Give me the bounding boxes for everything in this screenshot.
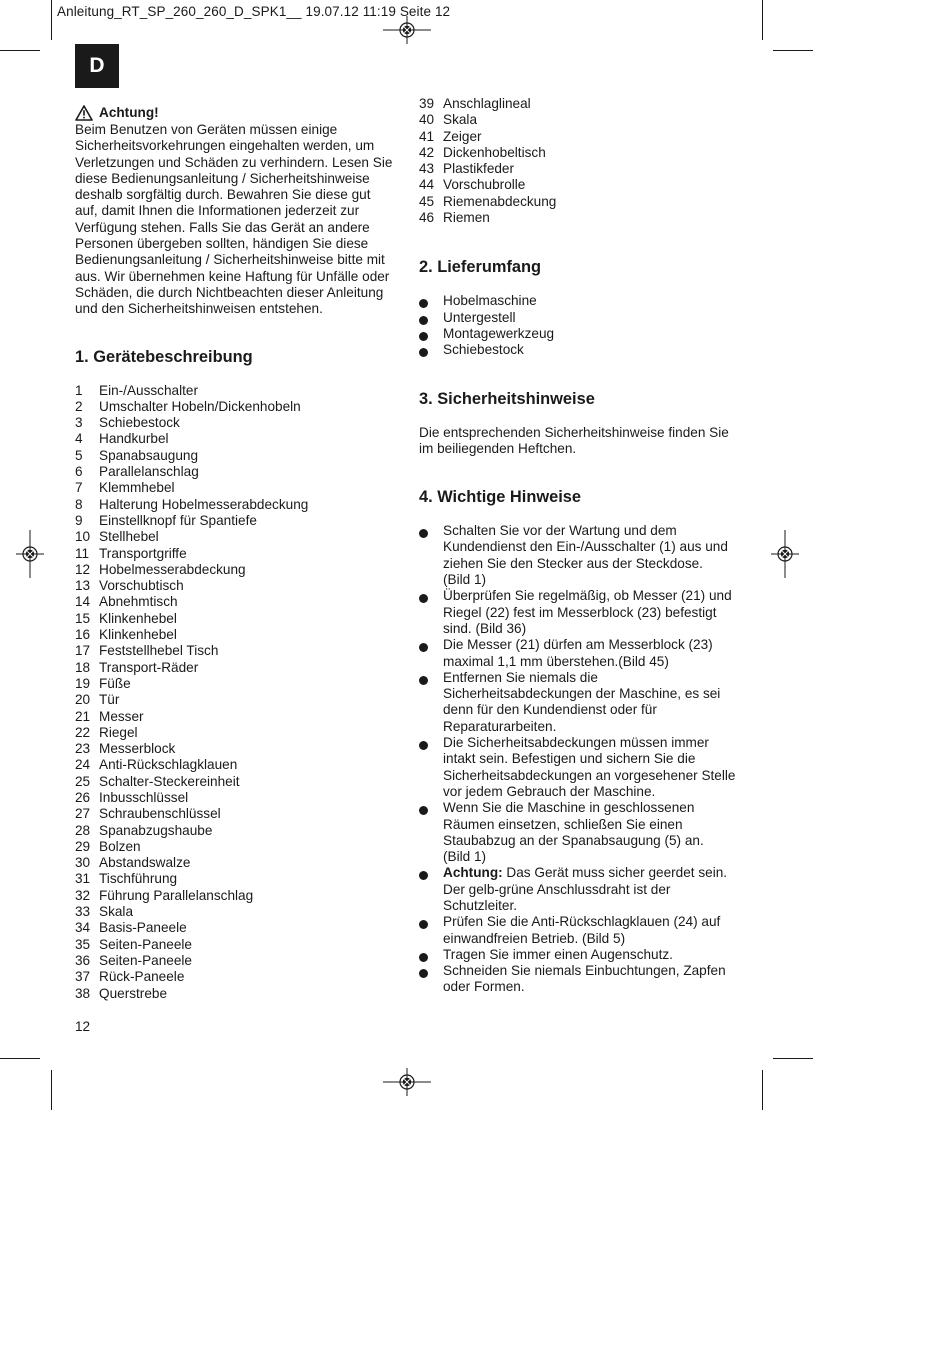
part-number: 23 (75, 741, 91, 757)
part-label: Vorschubtisch (99, 578, 184, 594)
important-notes-list (419, 523, 749, 996)
part-item (75, 871, 405, 887)
bullet-icon (419, 523, 443, 588)
note-item (419, 588, 749, 637)
part-item (75, 823, 405, 839)
note-line-text: einwandfreien Betrieb. (Bild 5) (443, 930, 626, 946)
part-item (75, 888, 405, 904)
note-item (419, 963, 749, 996)
note-line-text: Schutzleiter. (443, 897, 518, 913)
part-number: 34 (75, 920, 91, 936)
warning-text-line: deshalb sorgfältig durch. Bewahren Sie diese gut (75, 187, 371, 203)
part-label: Tischführung (99, 871, 178, 887)
part-number: 1 (75, 382, 83, 398)
note-text-line (443, 588, 732, 604)
registration-mark-icon (16, 530, 44, 578)
part-label: Bolzen (99, 838, 141, 854)
part-number: 28 (75, 822, 91, 838)
part-number: 8 (75, 496, 83, 512)
parts-list-continued (419, 96, 749, 226)
note-text-line (443, 865, 727, 881)
warning-text-line: Beim Benutzen von Geräten müssen einige (75, 122, 338, 137)
part-item (75, 611, 405, 627)
part-item (419, 210, 749, 226)
part-number: 27 (75, 806, 91, 822)
note-line-text: Der gelb-grüne Anschlussdraht ist der (443, 881, 671, 897)
part-item (75, 480, 405, 496)
part-item (75, 399, 405, 415)
parts-list (75, 383, 405, 1002)
part-label: Einstellknopf für Spantiefe (99, 512, 257, 528)
bullet-icon (419, 637, 443, 670)
bullet-icon (419, 326, 443, 342)
part-label: Riegel (99, 724, 138, 740)
part-item (75, 692, 405, 708)
part-label: Tür (99, 692, 120, 708)
part-label: Umschalter Hobeln/Dickenhobeln (99, 398, 301, 414)
warning-text-line: Schäden, die durch Nichtbeachten dieser Anleitung (75, 284, 384, 300)
section-title: 3. Sicherheitshinweise (419, 389, 595, 408)
part-number: 15 (75, 610, 91, 626)
part-label: Klemmhebel (99, 480, 175, 496)
note-line-text: Staubabzug an der Spanabsaugung (5) an. (443, 832, 704, 848)
part-item (419, 161, 749, 177)
note-text-line (443, 914, 720, 930)
part-number: 2 (75, 398, 83, 414)
note-line-text: Riegel (22) fest im Messerblock (23) befestigt (443, 604, 717, 620)
warning-text-line: und den Sicherheitshinweisen entstehen. (75, 301, 323, 317)
part-label: Dickenhobeltisch (443, 144, 546, 160)
note-line-text: Kundendienst den Ein-/Ausschalter (1) aus und (443, 539, 728, 555)
part-item (75, 627, 405, 643)
safety-text (419, 425, 749, 458)
part-number: 6 (75, 464, 83, 480)
part-item (75, 513, 405, 529)
note-line-text: Sicherheitsabdeckungen der Maschine, es sei (443, 686, 721, 702)
part-label: Abnehmtisch (99, 594, 178, 610)
delivery-item (419, 293, 749, 309)
note-text-line (443, 556, 728, 572)
note-text-line (443, 768, 735, 784)
part-number: 39 (419, 96, 435, 111)
part-item (75, 578, 405, 594)
part-item (75, 953, 405, 969)
part-item (75, 431, 405, 447)
note-line-text: Schneiden Sie niemals Einbuchtungen, Zapfen (443, 963, 726, 979)
safety-text-line: im beiliegenden Heftchen. (419, 440, 577, 456)
part-number: 4 (75, 431, 83, 447)
warning-text-line: diese Bedienungsanleitung / Sicherheitshinweise (75, 170, 370, 186)
delivery-item (419, 342, 749, 358)
warning-text-line: aus. Wir übernehmen keine Haftung für Unfälle oder (75, 268, 390, 284)
part-label: Klinkenhebel (99, 627, 177, 643)
part-label: Seiten-Paneele (99, 952, 192, 968)
warning-triangle-icon (75, 105, 93, 121)
part-label: Transportgriffe (99, 545, 187, 561)
part-number: 13 (75, 578, 91, 594)
note-item (419, 800, 749, 865)
note-line-text: (Bild 1) (443, 572, 487, 588)
section-title: 4. Wichtige Hinweise (419, 488, 581, 507)
note-text-line (443, 670, 720, 686)
part-label: Anschlaglineal (443, 96, 531, 111)
part-number: 46 (419, 210, 435, 226)
note-text (443, 735, 735, 800)
part-number: 31 (75, 871, 91, 887)
part-label: Querstrebe (99, 985, 168, 1001)
bullet-icon (419, 342, 443, 358)
part-number: 16 (75, 627, 91, 643)
warning-text-line: Bedienungsanleitung / Sicherheitshinweise bitte mit (75, 252, 385, 268)
note-text-line (443, 931, 720, 947)
right-column (419, 96, 749, 996)
part-label: Abstandswalze (99, 855, 191, 871)
delivery-item (419, 310, 749, 326)
part-label: Schraubenschlüssel (99, 806, 221, 822)
note-text (443, 947, 673, 963)
note-text-line (443, 784, 735, 800)
part-item (75, 839, 405, 855)
delivery-item-label: Untergestell (443, 309, 516, 325)
note-line-text: intakt sein. Befestigen und sichern Sie die (443, 751, 696, 767)
warning-text-line: Verletzungen und Schäden zu verhindern. Lesen Sie (75, 154, 393, 170)
crop-mark (51, 1070, 52, 1110)
part-label: Feststellhebel Tisch (99, 643, 219, 659)
part-label: Parallelanschlag (99, 464, 199, 480)
note-line-text: Wenn Sie die Maschine in geschlossenen (443, 800, 695, 816)
delivery-item-label: Montagewerkzeug (443, 325, 555, 341)
note-item (419, 865, 749, 914)
note-line-text: Das Gerät muss sicher geerdet sein. (502, 865, 728, 881)
part-item (75, 986, 405, 1002)
part-label: Hobelmesserabdeckung (99, 561, 246, 577)
part-number: 24 (75, 757, 91, 773)
part-label: Spanabzugshaube (99, 822, 213, 838)
note-text-line (443, 800, 704, 816)
note-text (443, 670, 720, 735)
part-label: Halterung Hobelmesserabdeckung (99, 496, 309, 512)
part-item (75, 774, 405, 790)
crop-mark (773, 1058, 813, 1059)
warning-heading (75, 104, 405, 122)
part-number: 21 (75, 708, 91, 724)
part-number: 32 (75, 887, 91, 903)
warning-title: Achtung! (99, 104, 159, 120)
warning-body (75, 122, 405, 318)
part-number: 43 (419, 161, 435, 177)
part-item (75, 497, 405, 513)
part-number: 29 (75, 838, 91, 854)
note-line-text: oder Formen. (443, 979, 525, 995)
bullet-icon (419, 914, 443, 947)
note-text-line (443, 849, 704, 865)
warning-text-line: auf, damit Ihnen die Informationen jederzeit zur (75, 203, 360, 219)
part-number: 42 (419, 144, 435, 160)
note-text-line (443, 735, 735, 751)
note-text (443, 914, 720, 947)
note-text-line (443, 686, 720, 702)
note-text-line (443, 882, 727, 898)
part-item (75, 464, 405, 480)
warning-text-line: Sicherheitsvorkehrungen eingehalten werden, um (75, 138, 375, 154)
note-line-text: Sicherheitsabdeckungen an vorgesehener Stelle (443, 767, 736, 783)
note-item (419, 637, 749, 670)
part-item (419, 96, 749, 112)
part-label: Messerblock (99, 741, 176, 757)
note-text-line (443, 539, 728, 555)
note-line-text: Tragen Sie immer einen Augenschutz. (443, 946, 673, 962)
part-item (419, 129, 749, 145)
note-line-text: sind. (Bild 36) (443, 620, 527, 636)
note-item (419, 523, 749, 588)
part-item (75, 757, 405, 773)
part-number: 12 (75, 561, 91, 577)
crop-mark (762, 1070, 763, 1110)
part-number: 40 (419, 112, 435, 128)
bullet-icon (419, 735, 443, 800)
section-title: 1. Gerätebeschreibung (75, 347, 253, 366)
note-text (443, 800, 704, 865)
page-number: 12 (75, 1019, 91, 1034)
bullet-icon (419, 800, 443, 865)
note-line-text: Prüfen Sie die Anti-Rückschlagklauen (24) auf (443, 914, 721, 930)
part-number: 10 (75, 529, 91, 545)
part-item (75, 546, 405, 562)
part-item (75, 383, 405, 399)
part-number: 19 (75, 675, 91, 691)
bullet-icon (419, 963, 443, 996)
note-text-line (443, 817, 704, 833)
part-label: Handkurbel (99, 431, 169, 447)
part-item (75, 594, 405, 610)
part-label: Ein-/Ausschalter (99, 382, 198, 398)
note-emphasis: Achtung: (443, 865, 503, 881)
part-item (75, 562, 405, 578)
part-label: Schiebestock (99, 415, 180, 431)
part-label: Rück-Paneele (99, 969, 185, 985)
bullet-icon (419, 293, 443, 309)
part-number: 11 (75, 545, 90, 561)
note-text-line (443, 947, 673, 963)
part-item (75, 676, 405, 692)
part-label: Seiten-Paneele (99, 936, 192, 952)
bullet-icon (419, 670, 443, 735)
part-label: Riemen (443, 210, 490, 226)
part-label: Anti-Rückschlagklauen (99, 757, 238, 773)
note-text-line (443, 621, 732, 637)
note-text-line (443, 654, 713, 670)
part-number: 38 (75, 985, 91, 1001)
part-item (419, 194, 749, 210)
note-line-text: Räumen einsetzen, schließen Sie einen (443, 816, 683, 832)
delivery-item (419, 326, 749, 342)
note-text (443, 588, 732, 637)
note-text-line (443, 605, 732, 621)
part-label: Führung Parallelanschlag (99, 887, 254, 903)
part-label: Zeiger (443, 128, 482, 144)
note-text-line (443, 963, 726, 979)
note-line-text: (Bild 1) (443, 849, 487, 865)
part-label: Vorschubrolle (443, 177, 526, 193)
safety-text-line: Die entsprechenden Sicherheitshinweise finden Sie (419, 424, 729, 440)
part-number: 25 (75, 773, 91, 789)
part-number: 14 (75, 594, 91, 610)
file-info-header: Anleitung_RT_SP_260_260_D_SPK1__ 19.07.12 11:19 Seite 12 (57, 4, 451, 19)
part-label: Skala (99, 904, 134, 920)
part-number: 20 (75, 692, 91, 708)
note-line-text: denn für den Kundendienst oder für (443, 702, 657, 718)
part-label: Plastikfeder (443, 161, 515, 177)
note-text-line (443, 572, 728, 588)
note-text-line (443, 637, 713, 653)
note-item (419, 670, 749, 735)
note-line-text: vor jedem Gebrauch der Maschine. (443, 783, 656, 799)
note-line-text: ziehen Sie den Stecker aus der Steckdose. (443, 555, 703, 571)
note-text (443, 637, 713, 670)
part-item (75, 904, 405, 920)
part-number: 35 (75, 936, 91, 952)
note-item (419, 947, 749, 963)
part-item (75, 741, 405, 757)
part-label: Skala (443, 112, 478, 128)
part-number: 9 (75, 512, 83, 528)
bullet-icon (419, 947, 443, 963)
note-line-text: Schalten Sie vor der Wartung und dem (443, 523, 677, 539)
crop-mark (51, 0, 52, 40)
part-number: 41 (419, 128, 435, 144)
delivery-item-label: Schiebestock (443, 342, 524, 358)
language-badge: D (75, 44, 119, 88)
part-number: 36 (75, 952, 91, 968)
part-number: 7 (75, 480, 83, 496)
note-text-line (443, 751, 735, 767)
note-line-text: Überprüfen Sie regelmäßig, ob Messer (21) und (443, 588, 732, 604)
part-number: 33 (75, 904, 91, 920)
part-item (75, 448, 405, 464)
crop-mark (773, 50, 813, 51)
note-text (443, 523, 728, 588)
crop-mark (762, 0, 763, 40)
note-text-line (443, 979, 726, 995)
note-line-text: maximal 1,1 mm überstehen.(Bild 45) (443, 653, 669, 669)
part-label: Messer (99, 708, 144, 724)
part-label: Schalter-Steckereinheit (99, 773, 240, 789)
part-label: Spanabsaugung (99, 447, 199, 463)
part-item (75, 529, 405, 545)
note-line-text: Die Sicherheitsabdeckungen müssen immer (443, 735, 709, 751)
part-item (75, 660, 405, 676)
bullet-icon (419, 865, 443, 914)
note-text-line (443, 523, 728, 539)
part-item (75, 806, 405, 822)
bullet-icon (419, 588, 443, 637)
part-item (419, 112, 749, 128)
part-item (75, 643, 405, 659)
note-line-text: Entfernen Sie niemals die (443, 669, 598, 685)
registration-mark-icon (383, 16, 431, 44)
part-item (75, 855, 405, 871)
part-number: 17 (75, 643, 91, 659)
part-item (419, 145, 749, 161)
note-text (443, 963, 726, 996)
part-number: 45 (419, 193, 435, 209)
part-label: Klinkenhebel (99, 610, 177, 626)
note-text (443, 865, 727, 914)
note-text-line (443, 702, 720, 718)
part-label: Riemenabdeckung (443, 193, 557, 209)
part-item (75, 790, 405, 806)
registration-mark-icon (771, 530, 799, 578)
note-item (419, 735, 749, 800)
warning-text-line: Verfügung stehen. Falls Sie das Gerät an andere (75, 219, 370, 235)
left-column (75, 104, 405, 1002)
part-label: Inbusschlüssel (99, 789, 189, 805)
part-number: 18 (75, 659, 91, 675)
part-number: 5 (75, 447, 83, 463)
part-number: 37 (75, 969, 91, 985)
delivery-list (419, 293, 749, 358)
part-item (419, 177, 749, 193)
section-title: 2. Lieferumfang (419, 258, 542, 277)
part-item (75, 920, 405, 936)
part-number: 3 (75, 415, 83, 431)
note-line-text: Reparaturarbeiten. (443, 718, 557, 734)
crop-mark (0, 50, 40, 51)
part-item (75, 969, 405, 985)
part-number: 30 (75, 855, 91, 871)
registration-mark-icon (383, 1068, 431, 1096)
part-number: 22 (75, 724, 91, 740)
part-item (75, 709, 405, 725)
note-item (419, 914, 749, 947)
part-number: 26 (75, 789, 91, 805)
part-label: Transport-Räder (99, 659, 199, 675)
part-item (75, 725, 405, 741)
note-text-line (443, 898, 727, 914)
part-number: 44 (419, 177, 435, 193)
crop-mark (0, 1058, 40, 1059)
part-label: Füße (99, 675, 131, 691)
part-label: Basis-Paneele (99, 920, 187, 936)
note-text-line (443, 833, 704, 849)
note-line-text: Die Messer (21) dürfen am Messerblock (23) (443, 637, 713, 653)
part-item (75, 937, 405, 953)
delivery-item-label: Hobelmaschine (443, 293, 537, 309)
part-label: Stellhebel (99, 529, 159, 545)
warning-text-line: Personen übergeben sollten, händigen Sie diese (75, 236, 369, 252)
bullet-icon (419, 310, 443, 326)
part-item (75, 415, 405, 431)
note-text-line (443, 719, 720, 735)
